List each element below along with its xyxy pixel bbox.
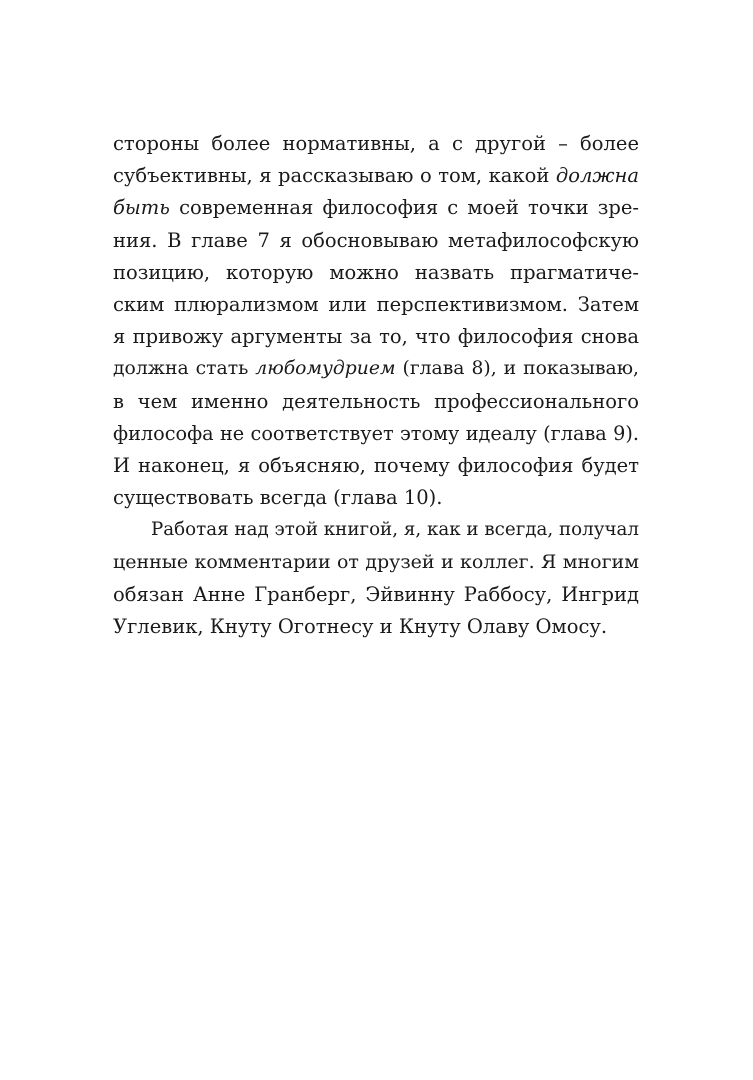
text-segment: в чем именно деятельность профессионального [113, 389, 639, 413]
text-line [113, 225, 639, 257]
text-line [113, 289, 639, 321]
text-line [113, 257, 639, 289]
text-segment: стороны более нормативны, а с другой – более [113, 132, 639, 155]
italic-text: быть [113, 196, 170, 220]
text-segment: ния. В главе 7 я обосновываю метафилософскую [113, 228, 639, 252]
text-segment: обязан Анне Гранберг, Эйвинну Раббосу, Ингрид [113, 582, 639, 606]
text-segment: ценные комментарии от друзей и коллег. Я многим [113, 551, 639, 574]
body-text [113, 128, 639, 643]
text-segment: (глава 8), и показываю, [395, 358, 639, 380]
text-line [113, 418, 639, 450]
text-line [113, 128, 639, 160]
text-segment: Углевик, Кнуту Оготнесу и Кнуту Олаву Омосу. [113, 614, 608, 638]
text-line [113, 321, 639, 353]
text-line [113, 579, 639, 611]
text-line [113, 450, 639, 482]
text-segment: ским плюрализмом или перспективизмом. Затем [113, 292, 639, 316]
text-line [113, 192, 639, 224]
text-segment: субъективны, я рассказываю о том, какой [113, 164, 556, 188]
italic-text: должна [555, 164, 639, 188]
text-segment: философа не соответствует этому идеалу (глава 9). [113, 421, 639, 445]
italic-text: любомудрием [255, 358, 396, 380]
text-line [113, 611, 639, 643]
text-line [113, 514, 639, 546]
text-line [113, 546, 639, 578]
text-line [113, 482, 639, 514]
paragraph [113, 514, 639, 643]
text-segment: я привожу аргументы за то, что философия снова [113, 325, 639, 349]
text-segment: должна стать [113, 358, 256, 380]
text-line [113, 386, 639, 418]
paragraph [113, 128, 639, 514]
text-segment: И наконец, я объясняю, почему философия будет [113, 453, 639, 477]
text-line [113, 353, 639, 385]
text-segment: существовать всегда (глава 10). [113, 486, 443, 510]
text-line [113, 160, 639, 192]
text-segment: позицию, которую можно назвать прагматиче- [113, 260, 639, 284]
text-segment: Работая над этой книгой, я, как и всегда, получал [151, 519, 640, 541]
text-segment: современная философия с моей точки зре- [169, 196, 639, 220]
